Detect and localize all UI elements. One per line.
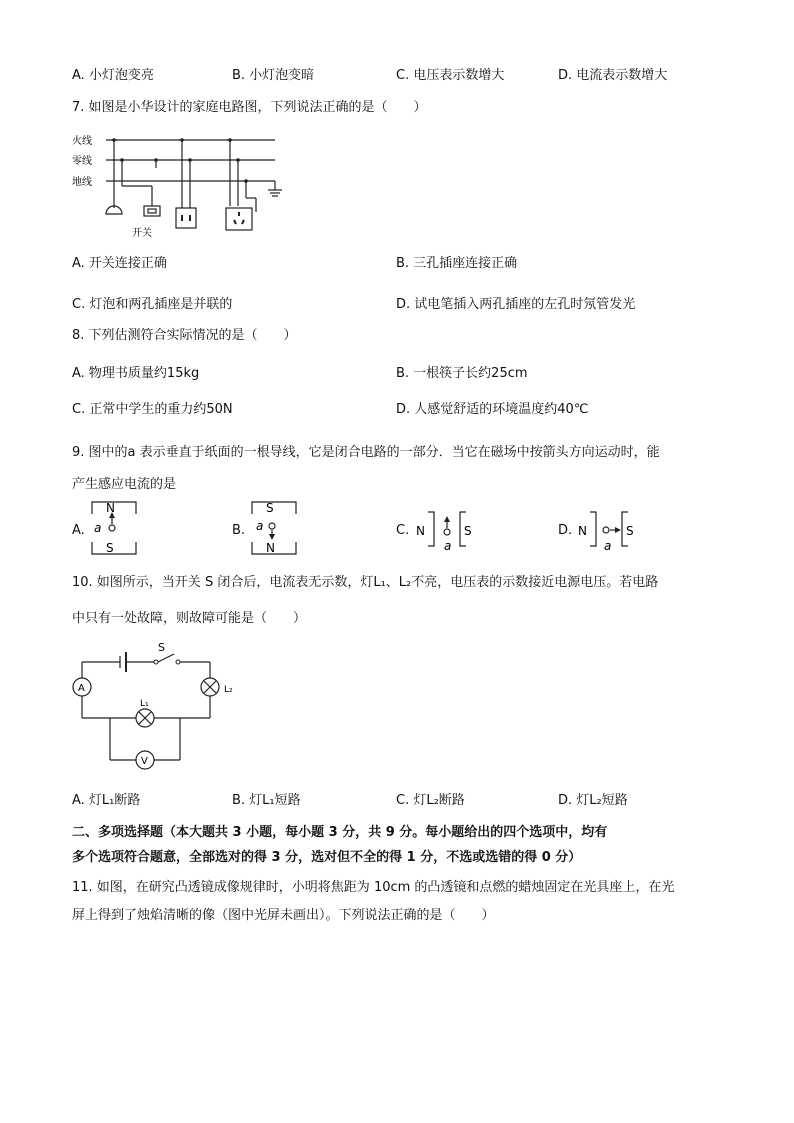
- q10-option-c: C. 灯L₂断路: [396, 793, 465, 808]
- q9-a-north: N: [106, 501, 115, 515]
- q9-b-north: N: [266, 541, 275, 555]
- q11-stem-line2: 屏上得到了烛焰清晰的像（图中光屏未画出）。下列说法正确的是（ ）: [72, 908, 495, 923]
- q10-option-a: A. 灯L₁断路: [72, 793, 141, 808]
- q7-option-c: C. 灯泡和两孔插座是并联的: [72, 297, 233, 312]
- q9-label-d: D.: [558, 523, 573, 538]
- q9-b-south: S: [266, 501, 274, 515]
- q9-figure-c: [412, 508, 482, 554]
- q9-label-c: C.: [396, 523, 410, 538]
- q7-circuit-figure: [70, 128, 290, 244]
- q9-label-b: B.: [232, 523, 246, 538]
- neutral-wire-label: 零线: [72, 156, 92, 167]
- q6-option-b: B. 小灯泡变暗: [232, 68, 315, 83]
- q8-option-c: C. 正常中学生的重力约50N: [72, 402, 233, 417]
- q9-c-north: N: [416, 524, 425, 538]
- q9-a-south: S: [106, 541, 114, 555]
- ground-wire-label: 地线: [72, 177, 92, 188]
- q7-option-d: D. 试电笔插入两孔插座的左孔时氖管发光: [396, 297, 636, 312]
- q9-stem-line1: 9. 图中的a 表示垂直于纸面的一根导线，它是闭合电路的一部分．当它在磁场中按箭头方向运动时，能: [72, 445, 660, 460]
- q7-stem: 7. 如图是小华设计的家庭电路图，下列说法正确的是（ ）: [72, 100, 427, 115]
- q9-c-south: S: [464, 524, 472, 538]
- q10-option-b: B. 灯L₁短路: [232, 793, 301, 808]
- q10-stem-line1: 10. 如图所示，当开关 S 闭合后，电流表无示数，灯L₁、L₂不亮，电压表的示数接近电源电压。若电路: [72, 575, 659, 590]
- q10-circuit-figure: [70, 640, 250, 776]
- switch-label: 开关: [132, 228, 152, 239]
- q8-option-b: B. 一根筷子长约25cm: [396, 366, 528, 381]
- q7-option-b: B. 三孔插座连接正确: [396, 256, 518, 271]
- q6-option-d: D. 电流表示数增大: [558, 68, 668, 83]
- q10-switch-label: S: [158, 641, 165, 654]
- q9-figure-a: [88, 498, 140, 558]
- q6-option-a: A. 小灯泡变亮: [72, 68, 154, 83]
- q9-figure-d: [574, 508, 644, 554]
- q7-option-a: A. 开关连接正确: [72, 256, 167, 271]
- q8-stem: 8. 下列估测符合实际情况的是（ ）: [72, 328, 297, 343]
- section2-heading-line1: 二、多项选择题（本大题共 3 小题，每小题 3 分，共 9 分。每小题给出的四个选项中，均有: [72, 825, 608, 840]
- q9-stem-line2: 产生感应电流的是: [72, 477, 177, 492]
- q9-d-north: N: [578, 524, 587, 538]
- q9-figure-b: [248, 498, 300, 558]
- q9-d-south: S: [626, 524, 634, 538]
- q10-option-d: D. 灯L₂短路: [558, 793, 628, 808]
- q9-c-wire: a: [444, 539, 452, 553]
- ammeter-label: A: [78, 683, 85, 694]
- lamp2-label: L₂: [224, 685, 233, 695]
- q9-a-wire: a: [94, 521, 102, 535]
- q8-option-d: D. 人感觉舒适的环境温度约40℃: [396, 402, 589, 417]
- live-wire-label: 火线: [72, 136, 92, 147]
- voltmeter-label: V: [141, 756, 148, 767]
- lamp1-label: L₁: [140, 699, 149, 709]
- q11-stem-line1: 11. 如图，在研究凸透镜成像规律时，小明将焦距为 10cm 的凸透镜和点燃的蜡烛固定在光具座上，在光: [72, 880, 675, 895]
- q10-stem-line2: 中只有一处故障，则故障可能是（ ）: [72, 611, 307, 626]
- section2-heading-line2: 多个选项符合题意，全部选对的得 3 分，选对但不全的得 1 分，不选或选错的得 0 分）: [72, 850, 582, 865]
- q8-option-a: A. 物理书质量约15kg: [72, 366, 200, 381]
- q9-b-wire: a: [256, 519, 264, 533]
- q6-option-c: C. 电压表示数增大: [396, 68, 505, 83]
- q9-d-wire: a: [604, 539, 612, 553]
- q9-label-a: A.: [72, 523, 85, 538]
